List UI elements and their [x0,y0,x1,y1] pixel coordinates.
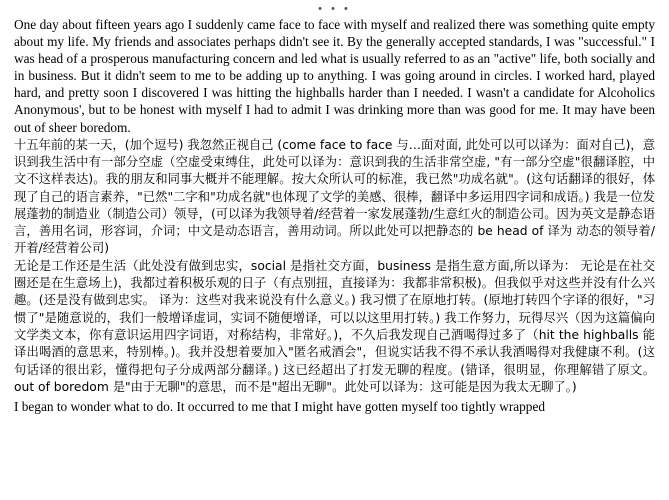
section-divider: • • • [318,3,351,15]
paragraph-english-1: One day about fifteen years ago I suddenly came face to face with myself and realized there was something quite empty about my life. My friends and associates perhaps didn't see it. By the generally accepted standards, I was "successful." I was head of a prosperous manufacturing concern and led what is usually referred to as an "active" life, both socially and in business. But it didn't seem to me to be adding up to anything. I was going around in circles. I worked hard, played hard, and pretty soon I discovered I was hitting the highballs harder than I needed. I wasn't a candidate for Alcoholics Anonymous', but to be honest with myself I had to admit I was drinking more than was good for me. It may have been out of sheer boredom. [14,17,655,135]
paragraph-english-2: I began to wonder what to do. It occurred to me that I might have gotten myself too tightly wrapped [14,399,545,415]
paragraph-chinese-1: 十五年前的某一天，(加个逗号) 我忽然正视自己 (come face to face 与…面对面, 此处可以可以译为：面对自己)，意识到我生活中有一部分空虚（空虚受束缚住，此处可以译为：意识到我的生活非常空虚, "有一部分空虚"很翻译腔，中文不这样表达)。我的朋友和同事大概并不能理解。按大众所认可的标准，我已然"功成名就"。(这句话翻译的很好，体现了自己的语言素养，"已然"二字和"功成名就"也体现了文学的美感、很棒，翻译中多运用四字词和成语。) 我是一位发展蓬勃的制造业（制造公司）领导，(可以译为我领导着/经营着一家发展蓬勃/生意红火的制造公司。因为英文是静态语言，善用名词，形容词，介词；中文是动态语言，善用动词。所以此处可以把静态的 be head of 译为 动态的领导着/开着/经营着公司) [14,137,655,256]
paragraph-chinese-2: 无论是工作还是生活（此处没有做到忠实，social 是指社交方面，business 是指生意方面,所以译为： 无论是在社交圈还是在生意场上)，我都过着积极乐观的日子（有点别扭，直接译为：我都非常积极)。但我似乎对这些并没有什么兴趣。(还是没有做到忠实。 译为：这些对我来说没有什么意义。) 我习惯了在原地打转。(原地打转四个字译的很好，"习惯了"是随意说的，我们一般增译虚词，实词不随便增译，可以以这里用打转。) 我工作努力，玩得尽兴（因为这篇偏向文学类文本，你有意识运用四字词语，对称结构，非常好。)，不久后我发现自己酒喝得过多了（hit the highballs 能译出喝酒的意思来，特别棒。)。我并没想着要加入"匿名戒酒会"，但说实话我不得不承认我酒喝得对我健康不利。(这句话译的很出彩，懂得把句子分成两部分翻译。) 这已经超出了打发无聊的程度。(错译，很明显，你理解错了原文。out of boredom 是"由于无聊"的意思，而不是"超出无聊"。此处可以译为：这可能是因为我太无聊了。) [14,258,655,394]
